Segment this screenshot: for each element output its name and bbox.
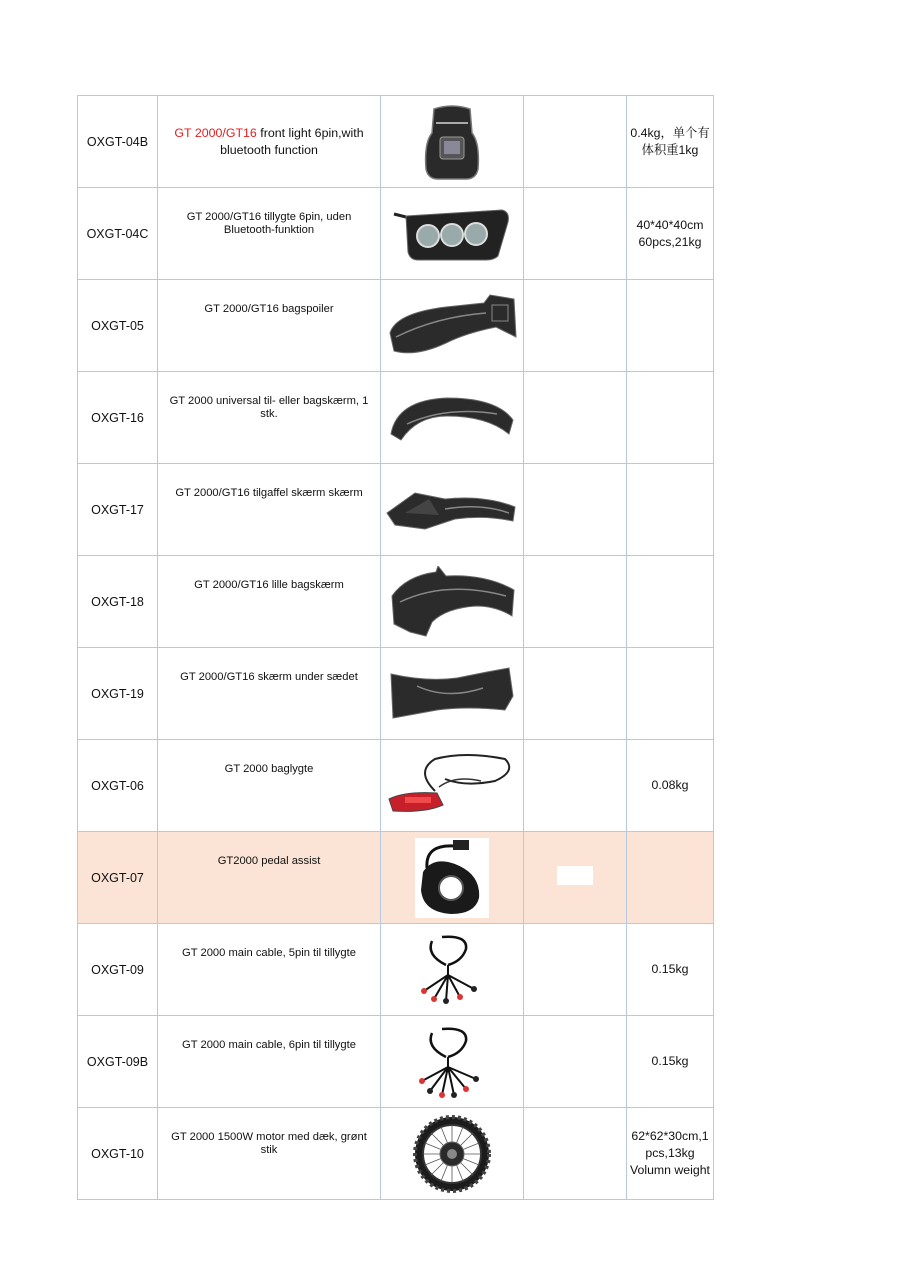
- main-cable-5pin-image: [412, 931, 492, 1009]
- product-description-text: GT 2000 main cable, 5pin til tillygte: [182, 947, 356, 959]
- product-image-cell: [381, 556, 524, 648]
- table-row: [78, 1016, 714, 1108]
- blank-cell: [524, 648, 627, 740]
- blank-cell: [524, 924, 627, 1016]
- product-description-highlight: GT 2000/GT16: [174, 125, 257, 140]
- product-note: [627, 648, 714, 740]
- product-code: OXGT-04B: [78, 96, 158, 188]
- product-description: [158, 648, 381, 740]
- product-description-text: GT 2000/GT16 skærm under sædet: [180, 671, 358, 683]
- small-rear-fender-image: [386, 566, 518, 638]
- product-note: [627, 280, 714, 372]
- main-cable-6pin-image: [412, 1023, 492, 1101]
- product-image-cell: [381, 188, 524, 280]
- product-note: [627, 556, 714, 648]
- product-image-cell: [381, 464, 524, 556]
- table-row: [78, 740, 714, 832]
- product-image-cell: [381, 372, 524, 464]
- blank-cell: [524, 740, 627, 832]
- product-description: [158, 556, 381, 648]
- product-code: OXGT-09: [78, 924, 158, 1016]
- product-note: [627, 464, 714, 556]
- product-image-cell: [381, 96, 524, 188]
- table-row: [78, 1108, 714, 1200]
- product-description-text: GT 2000 1500W motor med dæk, grønt stik: [171, 1131, 367, 1156]
- hub-motor-wheel-image: [412, 1114, 492, 1194]
- under-seat-fender-image: [387, 666, 517, 722]
- blank-cell: [524, 1016, 627, 1108]
- product-code: OXGT-05: [78, 280, 158, 372]
- product-image-cell: [381, 280, 524, 372]
- white-placeholder-box: [557, 866, 593, 885]
- pedal-assist-sensor-image: [415, 838, 489, 918]
- blank-cell: [524, 280, 627, 372]
- front-light-bluetooth-image: [422, 103, 482, 181]
- table-row: [78, 280, 714, 372]
- blank-cell: [524, 832, 627, 924]
- product-code: OXGT-07: [78, 832, 158, 924]
- table-row-highlighted: [78, 832, 714, 924]
- product-code: OXGT-09B: [78, 1016, 158, 1108]
- product-description: [158, 832, 381, 924]
- blank-cell: [524, 188, 627, 280]
- blank-cell: [524, 96, 627, 188]
- product-note: 0.15kg: [627, 1016, 714, 1108]
- product-description-text: GT 2000 universal til- eller bagskærm, 1 stk.: [169, 395, 369, 420]
- product-description: [158, 740, 381, 832]
- product-note: 62*62*30cm,1 pcs,13kg Volumn weight: [627, 1108, 714, 1200]
- blank-cell: [524, 1108, 627, 1200]
- product-note: [627, 372, 714, 464]
- product-description: [158, 372, 381, 464]
- rear-spoiler-image: [386, 293, 518, 359]
- product-image-cell: [381, 740, 524, 832]
- table-row: [78, 556, 714, 648]
- table-row: [78, 96, 714, 188]
- universal-fender-image: [387, 390, 517, 446]
- product-description-text: GT 2000/GT16 tilgaffel skærm skærm: [175, 487, 363, 499]
- product-image-cell: [381, 1016, 524, 1108]
- product-code: OXGT-17: [78, 464, 158, 556]
- product-note: 0.15kg: [627, 924, 714, 1016]
- blank-cell: [524, 556, 627, 648]
- product-description: [158, 280, 381, 372]
- product-description-text: GT 2000/GT16 lille bagskærm: [194, 579, 344, 591]
- product-code: OXGT-18: [78, 556, 158, 648]
- product-image-cell: [381, 832, 524, 924]
- product-code: OXGT-19: [78, 648, 158, 740]
- table-row: [78, 648, 714, 740]
- table-row: [78, 372, 714, 464]
- front-light-bar-image: [390, 204, 514, 264]
- product-note: 0.08kg: [627, 740, 714, 832]
- product-image-cell: [381, 1108, 524, 1200]
- product-description: [158, 924, 381, 1016]
- table-row: [78, 924, 714, 1016]
- blank-cell: [524, 372, 627, 464]
- product-note: 40*40*40cm 60pcs,21kg: [627, 188, 714, 280]
- product-code: OXGT-04C: [78, 188, 158, 280]
- table-row: [78, 464, 714, 556]
- product-description-text: GT2000 pedal assist: [217, 855, 321, 867]
- product-description: [158, 1108, 381, 1200]
- table-row: [78, 188, 714, 280]
- product-description-text: GT 2000/GT16 tillygte 6pin, uden Bluetooth-funktion: [186, 211, 352, 236]
- product-description: [158, 1016, 381, 1108]
- product-note: 0.4kg，单个有体积重1kg: [627, 96, 714, 188]
- product-table: [77, 95, 714, 1200]
- product-code: OXGT-10: [78, 1108, 158, 1200]
- product-description-text: GT 2000 main cable, 6pin til tillygte: [182, 1039, 356, 1051]
- blank-cell: [524, 464, 627, 556]
- product-description-text: GT 2000/GT16 bagspoiler: [204, 303, 334, 315]
- product-code: OXGT-16: [78, 372, 158, 464]
- product-description-text: front light 6pin,with bluetooth function: [220, 125, 364, 157]
- product-code: OXGT-06: [78, 740, 158, 832]
- product-description-text: GT 2000 baglygte: [224, 763, 314, 775]
- fork-fender-image: [385, 485, 519, 535]
- product-note: [627, 832, 714, 924]
- product-description: [158, 96, 381, 188]
- tail-light-image: [385, 751, 519, 821]
- product-image-cell: [381, 648, 524, 740]
- product-description: [158, 188, 381, 280]
- product-description: [158, 464, 381, 556]
- product-image-cell: [381, 924, 524, 1016]
